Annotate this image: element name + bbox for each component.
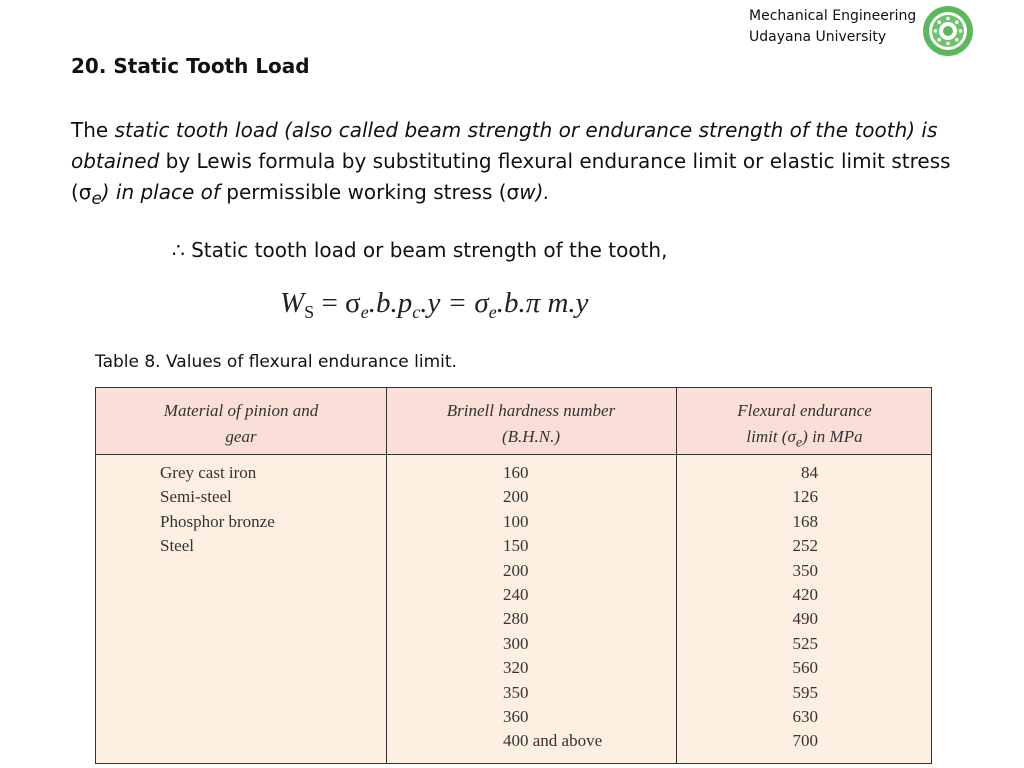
- table-cell-limit: 490: [792, 609, 818, 629]
- para-emphasis-replace: ) in place of: [101, 180, 220, 204]
- table-cell-bhn: 160: [503, 463, 529, 482]
- table-cell-limit: 420: [792, 585, 818, 605]
- table-cell-limit: 630: [792, 707, 818, 727]
- table-cell-bhn: 350: [503, 682, 529, 702]
- header-bhn: Brinell hardness number (B.H.N.): [446, 401, 616, 446]
- bhn-column: [503, 461, 602, 754]
- para-emphasis-definition: static tooth load (also called beam strength or endurance strength of the tooth) is obtained: [71, 118, 938, 173]
- para-lead: The: [71, 118, 115, 142]
- lewis-formula: $W_S = \sigma_e.b.p_c.y = \sigma_e.b.\pi$ m.y: [280, 287, 589, 322]
- table-cell-limit: 700: [792, 731, 818, 751]
- table-cell-bhn: 400 and above: [503, 731, 603, 751]
- table-cell-bhn: 240: [503, 585, 529, 605]
- table-cell-limit: 350: [792, 560, 818, 580]
- table-cell-material: Grey cast iron: [160, 463, 257, 482]
- therefore-statement: ∴ Static tooth load or beam strength of the tooth,: [172, 238, 668, 262]
- university-seal-icon: [922, 5, 974, 57]
- table-cell-limit: 595: [792, 682, 818, 702]
- table-cell-material: Steel: [160, 536, 194, 556]
- header-university: Udayana University: [749, 29, 887, 45]
- slide-title: 20. Static Tooth Load: [71, 54, 310, 78]
- limits-column: [786, 461, 818, 754]
- table-cell-limit: 126: [792, 487, 818, 507]
- table-cell-bhn: 200: [503, 487, 529, 507]
- table-cell-limit: 252: [792, 536, 818, 556]
- table-cell-material: Semi-steel: [160, 487, 232, 507]
- table-cell-bhn: 280: [503, 609, 529, 629]
- para-body-2: permissible working stress (σ: [219, 180, 520, 204]
- table-cell-limit: 560: [792, 658, 818, 678]
- table-cell-bhn: 150: [503, 536, 529, 556]
- table-cell-limit: 525: [792, 633, 818, 653]
- table-cell-material: Phosphor bronze: [160, 511, 275, 531]
- table-cell-limit: 84: [801, 463, 818, 482]
- materials-column: [160, 461, 275, 559]
- flexural-limit-table: [95, 387, 932, 764]
- para-emphasis-end: w).: [519, 180, 550, 204]
- para-body: by Lewis formula by substituting flexural endurance limit or elastic limit stress (σ: [71, 149, 951, 204]
- table-cell-bhn: 300: [503, 633, 529, 653]
- header-department: Mechanical Engineering: [749, 8, 917, 24]
- para-sigma-sub: e: [91, 189, 102, 208]
- header-material: Material of pinion and gear: [163, 401, 319, 446]
- header-institution: [749, 6, 916, 48]
- table-cell-limit: 168: [792, 511, 818, 531]
- definition-paragraph: [71, 115, 981, 214]
- header-flexural-limit: Flexural endurance limit $(\sigma_e)$ in MPa: [737, 401, 872, 451]
- table-caption: Table 8. Values of flexural endurance limit.: [95, 352, 457, 372]
- table-cell-bhn: 100: [503, 511, 529, 531]
- table-cell-bhn: 200: [503, 560, 529, 580]
- table-cell-bhn: 360: [503, 707, 529, 727]
- table-cell-bhn: 320: [503, 658, 529, 678]
